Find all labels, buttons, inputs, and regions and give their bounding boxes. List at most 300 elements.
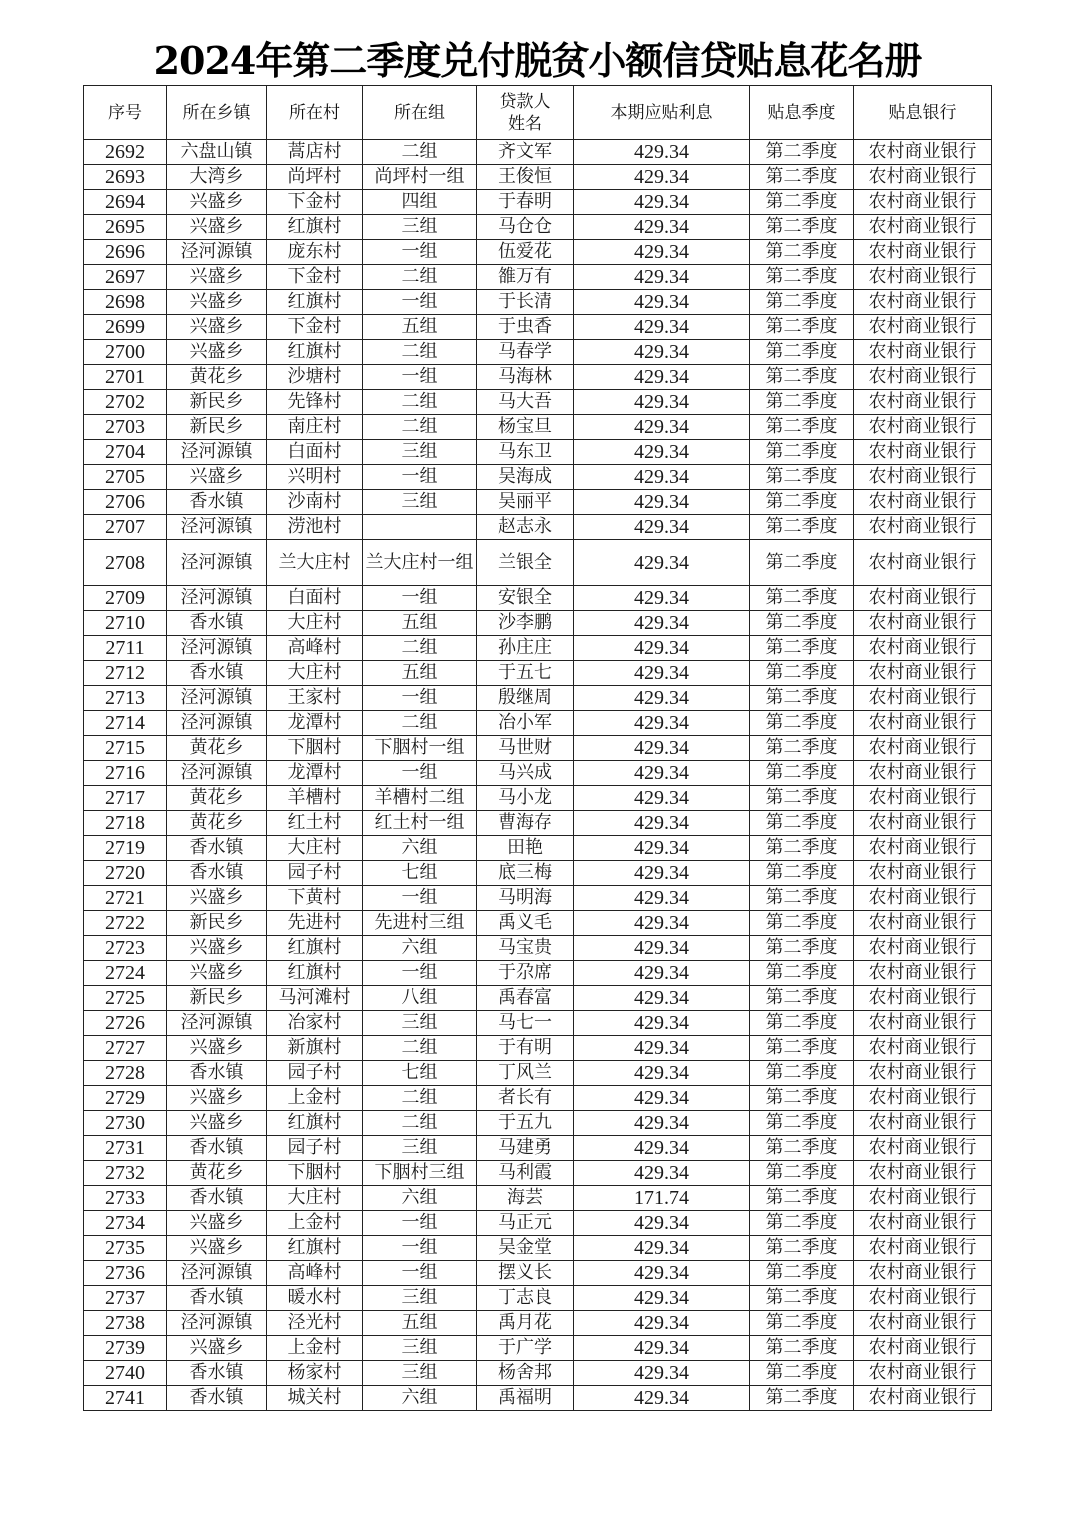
cell-interest-amount: 429.34 <box>574 811 750 836</box>
cell-interest-amount: 429.34 <box>574 1236 750 1261</box>
cell-township: 兴盛乡 <box>167 961 267 986</box>
cell-serial-no: 2714 <box>84 711 167 736</box>
cell-interest-amount: 429.34 <box>574 711 750 736</box>
cell-serial-no: 2733 <box>84 1186 167 1211</box>
cell-serial-no: 2716 <box>84 761 167 786</box>
cell-group: 一组 <box>363 240 477 265</box>
cell-quarter: 第二季度 <box>750 1286 854 1311</box>
table-row <box>84 1111 992 1136</box>
cell-borrower-name: 禹福明 <box>477 1386 574 1411</box>
cell-village: 暖水村 <box>267 1286 363 1311</box>
cell-borrower-name: 吴丽平 <box>477 490 574 515</box>
cell-bank: 农村商业银行 <box>854 240 992 265</box>
cell-village: 尚坪村 <box>267 165 363 190</box>
cell-group: 一组 <box>363 586 477 611</box>
table-row <box>84 736 992 761</box>
cell-quarter: 第二季度 <box>750 811 854 836</box>
cell-borrower-name: 齐文军 <box>477 140 574 165</box>
cell-village: 白面村 <box>267 586 363 611</box>
cell-township: 兴盛乡 <box>167 265 267 290</box>
cell-group: 下胭村三组 <box>363 1161 477 1186</box>
cell-interest-amount: 429.34 <box>574 1336 750 1361</box>
cell-village: 蒿店村 <box>267 140 363 165</box>
cell-borrower-name: 吴金堂 <box>477 1236 574 1261</box>
cell-group: 二组 <box>363 390 477 415</box>
cell-township: 大湾乡 <box>167 165 267 190</box>
cell-borrower-name: 马仓仓 <box>477 215 574 240</box>
cell-serial-no: 2705 <box>84 465 167 490</box>
cell-township: 香水镇 <box>167 1136 267 1161</box>
cell-interest-amount: 429.34 <box>574 465 750 490</box>
cell-quarter: 第二季度 <box>750 1036 854 1061</box>
cell-township: 泾河源镇 <box>167 240 267 265</box>
document-title: 2024年第二季度兑付脱贫小额信贷贴息花名册 <box>153 38 922 83</box>
cell-quarter: 第二季度 <box>750 240 854 265</box>
cell-village: 庞东村 <box>267 240 363 265</box>
cell-group: 三组 <box>363 1286 477 1311</box>
cell-quarter: 第二季度 <box>750 190 854 215</box>
cell-borrower-name: 马世财 <box>477 736 574 761</box>
cell-borrower-name: 底三梅 <box>477 861 574 886</box>
cell-group: 七组 <box>363 1061 477 1086</box>
cell-serial-no: 2707 <box>84 515 167 540</box>
cell-group: 二组 <box>363 415 477 440</box>
cell-township: 兴盛乡 <box>167 190 267 215</box>
cell-quarter: 第二季度 <box>750 736 854 761</box>
cell-borrower-name: 于春明 <box>477 190 574 215</box>
cell-serial-no: 2721 <box>84 886 167 911</box>
cell-bank: 农村商业银行 <box>854 140 992 165</box>
table-row <box>84 490 992 515</box>
table-row <box>84 365 992 390</box>
cell-interest-amount: 429.34 <box>574 1211 750 1236</box>
cell-bank: 农村商业银行 <box>854 1061 992 1086</box>
cell-township: 泾河源镇 <box>167 586 267 611</box>
cell-quarter: 第二季度 <box>750 1161 854 1186</box>
cell-township: 兴盛乡 <box>167 1036 267 1061</box>
cell-village: 马河滩村 <box>267 986 363 1011</box>
cell-village: 大庄村 <box>267 611 363 636</box>
cell-village: 上金村 <box>267 1211 363 1236</box>
cell-serial-no: 2712 <box>84 661 167 686</box>
cell-bank: 农村商业银行 <box>854 515 992 540</box>
cell-serial-no: 2706 <box>84 490 167 515</box>
cell-township: 香水镇 <box>167 1186 267 1211</box>
cell-interest-amount: 429.34 <box>574 340 750 365</box>
cell-bank: 农村商业银行 <box>854 1161 992 1186</box>
table-row <box>84 1186 992 1211</box>
cell-borrower-name: 于尕席 <box>477 961 574 986</box>
cell-bank: 农村商业银行 <box>854 711 992 736</box>
cell-township: 香水镇 <box>167 1286 267 1311</box>
cell-borrower-name: 马海林 <box>477 365 574 390</box>
cell-village: 城关村 <box>267 1386 363 1411</box>
cell-group: 五组 <box>363 1311 477 1336</box>
cell-borrower-name: 伍爱花 <box>477 240 574 265</box>
table-row <box>84 515 992 540</box>
cell-township: 香水镇 <box>167 490 267 515</box>
cell-bank: 农村商业银行 <box>854 886 992 911</box>
cell-interest-amount: 429.34 <box>574 961 750 986</box>
table-row <box>84 415 992 440</box>
cell-township: 兴盛乡 <box>167 215 267 240</box>
cell-interest-amount: 429.34 <box>574 836 750 861</box>
cell-borrower-name: 马兴成 <box>477 761 574 786</box>
cell-interest-amount: 429.34 <box>574 1011 750 1036</box>
header-serial-no: 序号 <box>84 86 167 140</box>
cell-township: 兴盛乡 <box>167 1111 267 1136</box>
cell-quarter: 第二季度 <box>750 490 854 515</box>
cell-village: 先锋村 <box>267 390 363 415</box>
table-row <box>84 1236 992 1261</box>
cell-serial-no: 2731 <box>84 1136 167 1161</box>
cell-serial-no: 2729 <box>84 1086 167 1111</box>
cell-group: 三组 <box>363 215 477 240</box>
cell-serial-no: 2704 <box>84 440 167 465</box>
cell-group: 一组 <box>363 1236 477 1261</box>
cell-interest-amount: 429.34 <box>574 1086 750 1111</box>
cell-group: 二组 <box>363 1111 477 1136</box>
cell-township: 兴盛乡 <box>167 1236 267 1261</box>
cell-township: 黄花乡 <box>167 365 267 390</box>
cell-township: 兴盛乡 <box>167 886 267 911</box>
cell-group: 四组 <box>363 190 477 215</box>
cell-village: 上金村 <box>267 1086 363 1111</box>
cell-bank: 农村商业银行 <box>854 1011 992 1036</box>
cell-group: 二组 <box>363 711 477 736</box>
cell-interest-amount: 171.74 <box>574 1186 750 1211</box>
cell-borrower-name: 马七一 <box>477 1011 574 1036</box>
cell-borrower-name: 马建勇 <box>477 1136 574 1161</box>
cell-group: 三组 <box>363 1136 477 1161</box>
table-row <box>84 215 992 240</box>
table-row <box>84 661 992 686</box>
cell-bank: 农村商业银行 <box>854 490 992 515</box>
cell-group: 先进村三组 <box>363 911 477 936</box>
cell-borrower-name: 者长有 <box>477 1086 574 1111</box>
cell-quarter: 第二季度 <box>750 140 854 165</box>
cell-bank: 农村商业银行 <box>854 290 992 315</box>
cell-borrower-name: 马春学 <box>477 340 574 365</box>
cell-bank: 农村商业银行 <box>854 340 992 365</box>
cell-village: 泾光村 <box>267 1311 363 1336</box>
table-row <box>84 240 992 265</box>
cell-borrower-name: 冶小军 <box>477 711 574 736</box>
cell-township: 兴盛乡 <box>167 340 267 365</box>
cell-serial-no: 2730 <box>84 1111 167 1136</box>
cell-group: 五组 <box>363 611 477 636</box>
cell-quarter: 第二季度 <box>750 1336 854 1361</box>
cell-serial-no: 2726 <box>84 1011 167 1036</box>
cell-township: 六盘山镇 <box>167 140 267 165</box>
cell-serial-no: 2701 <box>84 365 167 390</box>
cell-borrower-name: 丁风兰 <box>477 1061 574 1086</box>
cell-bank: 农村商业银行 <box>854 1186 992 1211</box>
cell-quarter: 第二季度 <box>750 611 854 636</box>
cell-interest-amount: 429.34 <box>574 290 750 315</box>
cell-bank: 农村商业银行 <box>854 1311 992 1336</box>
cell-quarter: 第二季度 <box>750 836 854 861</box>
table-row <box>84 1136 992 1161</box>
cell-group: 六组 <box>363 1186 477 1211</box>
table-row <box>84 1361 992 1386</box>
cell-group: 一组 <box>363 886 477 911</box>
cell-township: 香水镇 <box>167 861 267 886</box>
cell-bank: 农村商业银行 <box>854 1111 992 1136</box>
cell-village: 上金村 <box>267 1336 363 1361</box>
cell-bank: 农村商业银行 <box>854 415 992 440</box>
table-row <box>84 586 992 611</box>
cell-quarter: 第二季度 <box>750 636 854 661</box>
table-row <box>84 886 992 911</box>
cell-bank: 农村商业银行 <box>854 1036 992 1061</box>
cell-serial-no: 2699 <box>84 315 167 340</box>
cell-village: 下金村 <box>267 315 363 340</box>
cell-group: 二组 <box>363 1086 477 1111</box>
cell-serial-no: 2717 <box>84 786 167 811</box>
cell-borrower-name: 马正元 <box>477 1211 574 1236</box>
cell-serial-no: 2709 <box>84 586 167 611</box>
cell-serial-no: 2693 <box>84 165 167 190</box>
cell-serial-no: 2734 <box>84 1211 167 1236</box>
cell-interest-amount: 429.34 <box>574 736 750 761</box>
cell-group: 六组 <box>363 1386 477 1411</box>
cell-quarter: 第二季度 <box>750 1061 854 1086</box>
cell-bank: 农村商业银行 <box>854 440 992 465</box>
cell-township: 兴盛乡 <box>167 1211 267 1236</box>
cell-serial-no: 2713 <box>84 686 167 711</box>
cell-township: 香水镇 <box>167 1386 267 1411</box>
table-header-row <box>84 86 992 140</box>
cell-quarter: 第二季度 <box>750 1011 854 1036</box>
cell-bank: 农村商业银行 <box>854 761 992 786</box>
cell-quarter: 第二季度 <box>750 1111 854 1136</box>
cell-borrower-name: 马大吾 <box>477 390 574 415</box>
header-group: 所在组 <box>363 86 477 140</box>
cell-village: 下胭村 <box>267 736 363 761</box>
cell-village: 园子村 <box>267 861 363 886</box>
cell-bank: 农村商业银行 <box>854 215 992 240</box>
cell-interest-amount: 429.34 <box>574 265 750 290</box>
table-row <box>84 140 992 165</box>
cell-quarter: 第二季度 <box>750 911 854 936</box>
cell-interest-amount: 429.34 <box>574 215 750 240</box>
table-row <box>84 190 992 215</box>
cell-bank: 农村商业银行 <box>854 661 992 686</box>
cell-village: 红旗村 <box>267 961 363 986</box>
table-row <box>84 1311 992 1336</box>
cell-township: 兴盛乡 <box>167 936 267 961</box>
table-row <box>84 1061 992 1086</box>
cell-serial-no: 2722 <box>84 911 167 936</box>
cell-quarter: 第二季度 <box>750 215 854 240</box>
cell-borrower-name: 马明海 <box>477 886 574 911</box>
cell-quarter: 第二季度 <box>750 1086 854 1111</box>
table-row <box>84 1286 992 1311</box>
cell-quarter: 第二季度 <box>750 290 854 315</box>
cell-interest-amount: 429.34 <box>574 586 750 611</box>
cell-village: 龙潭村 <box>267 711 363 736</box>
cell-village: 红旗村 <box>267 215 363 240</box>
table-row <box>84 936 992 961</box>
table-row <box>84 265 992 290</box>
cell-serial-no: 2737 <box>84 1286 167 1311</box>
table-row <box>84 1211 992 1236</box>
cell-borrower-name: 海芸 <box>477 1186 574 1211</box>
cell-township: 泾河源镇 <box>167 1011 267 1036</box>
cell-village: 大庄村 <box>267 836 363 861</box>
cell-village: 羊槽村 <box>267 786 363 811</box>
cell-serial-no: 2698 <box>84 290 167 315</box>
cell-serial-no: 2725 <box>84 986 167 1011</box>
cell-village: 兰大庄村 <box>267 540 363 586</box>
cell-serial-no: 2732 <box>84 1161 167 1186</box>
cell-interest-amount: 429.34 <box>574 315 750 340</box>
cell-group: 三组 <box>363 1336 477 1361</box>
cell-borrower-name: 马东卫 <box>477 440 574 465</box>
cell-township: 新民乡 <box>167 415 267 440</box>
cell-borrower-name: 杨舍邦 <box>477 1361 574 1386</box>
table-row <box>84 390 992 415</box>
cell-township: 泾河源镇 <box>167 440 267 465</box>
cell-bank: 农村商业银行 <box>854 1136 992 1161</box>
cell-village: 龙潭村 <box>267 761 363 786</box>
cell-quarter: 第二季度 <box>750 465 854 490</box>
cell-interest-amount: 429.34 <box>574 1311 750 1336</box>
header-interest-amount: 本期应贴利息 <box>574 86 750 140</box>
cell-interest-amount: 429.34 <box>574 165 750 190</box>
table-row <box>84 465 992 490</box>
cell-group: 七组 <box>363 861 477 886</box>
cell-group: 五组 <box>363 315 477 340</box>
cell-township: 黄花乡 <box>167 1161 267 1186</box>
cell-interest-amount: 429.34 <box>574 936 750 961</box>
cell-village: 大庄村 <box>267 1186 363 1211</box>
cell-group: 一组 <box>363 290 477 315</box>
cell-bank: 农村商业银行 <box>854 686 992 711</box>
cell-quarter: 第二季度 <box>750 986 854 1011</box>
cell-township: 泾河源镇 <box>167 636 267 661</box>
cell-interest-amount: 429.34 <box>574 490 750 515</box>
table-row <box>84 961 992 986</box>
table-row <box>84 440 992 465</box>
cell-group: 三组 <box>363 440 477 465</box>
cell-quarter: 第二季度 <box>750 886 854 911</box>
cell-bank: 农村商业银行 <box>854 736 992 761</box>
cell-village: 红旗村 <box>267 936 363 961</box>
cell-serial-no: 2736 <box>84 1261 167 1286</box>
header-township: 所在乡镇 <box>167 86 267 140</box>
cell-village: 下黄村 <box>267 886 363 911</box>
cell-village: 新旗村 <box>267 1036 363 1061</box>
cell-village: 王家村 <box>267 686 363 711</box>
cell-quarter: 第二季度 <box>750 711 854 736</box>
cell-serial-no: 2735 <box>84 1236 167 1261</box>
table-row <box>84 1161 992 1186</box>
cell-group: 二组 <box>363 636 477 661</box>
cell-quarter: 第二季度 <box>750 440 854 465</box>
cell-interest-amount: 429.34 <box>574 240 750 265</box>
table-row <box>84 911 992 936</box>
cell-serial-no: 2695 <box>84 215 167 240</box>
cell-borrower-name: 曹海存 <box>477 811 574 836</box>
cell-bank: 农村商业银行 <box>854 811 992 836</box>
cell-township: 泾河源镇 <box>167 540 267 586</box>
cell-village: 红旗村 <box>267 1111 363 1136</box>
table-row <box>84 811 992 836</box>
table-row <box>84 761 992 786</box>
cell-group: 一组 <box>363 961 477 986</box>
cell-quarter: 第二季度 <box>750 661 854 686</box>
cell-group: 五组 <box>363 661 477 686</box>
cell-township: 黄花乡 <box>167 811 267 836</box>
cell-quarter: 第二季度 <box>750 1386 854 1411</box>
cell-bank: 农村商业银行 <box>854 611 992 636</box>
cell-serial-no: 2739 <box>84 1336 167 1361</box>
cell-borrower-name: 沙李鹏 <box>477 611 574 636</box>
cell-serial-no: 2696 <box>84 240 167 265</box>
cell-borrower-name: 田艳 <box>477 836 574 861</box>
table-row <box>84 836 992 861</box>
cell-quarter: 第二季度 <box>750 1136 854 1161</box>
table-row <box>84 315 992 340</box>
cell-township: 香水镇 <box>167 1061 267 1086</box>
table-row <box>84 165 992 190</box>
cell-township: 泾河源镇 <box>167 1311 267 1336</box>
cell-township: 香水镇 <box>167 611 267 636</box>
cell-village: 南庄村 <box>267 415 363 440</box>
cell-interest-amount: 429.34 <box>574 1161 750 1186</box>
cell-bank: 农村商业银行 <box>854 1261 992 1286</box>
cell-group: 一组 <box>363 365 477 390</box>
cell-serial-no: 2710 <box>84 611 167 636</box>
cell-quarter: 第二季度 <box>750 340 854 365</box>
table-row <box>84 1086 992 1111</box>
table-row <box>84 1386 992 1411</box>
cell-township: 香水镇 <box>167 661 267 686</box>
cell-serial-no: 2740 <box>84 1361 167 1386</box>
cell-interest-amount: 429.34 <box>574 1361 750 1386</box>
cell-bank: 农村商业银行 <box>854 190 992 215</box>
cell-township: 新民乡 <box>167 911 267 936</box>
cell-serial-no: 2694 <box>84 190 167 215</box>
cell-borrower-name: 杨宝旦 <box>477 415 574 440</box>
cell-village: 兴明村 <box>267 465 363 490</box>
cell-borrower-name: 于五九 <box>477 1111 574 1136</box>
table-row <box>84 1261 992 1286</box>
cell-group: 一组 <box>363 761 477 786</box>
table-row <box>84 636 992 661</box>
cell-quarter: 第二季度 <box>750 1311 854 1336</box>
table-row <box>84 1036 992 1061</box>
cell-borrower-name: 马利霞 <box>477 1161 574 1186</box>
cell-bank: 农村商业银行 <box>854 911 992 936</box>
cell-borrower-name: 于长清 <box>477 290 574 315</box>
cell-group: 兰大庄村一组 <box>363 540 477 586</box>
cell-borrower-name: 禹月花 <box>477 1311 574 1336</box>
table-row <box>84 1011 992 1036</box>
cell-borrower-name: 雒万有 <box>477 265 574 290</box>
cell-interest-amount: 429.34 <box>574 861 750 886</box>
table-row <box>84 340 992 365</box>
cell-serial-no: 2727 <box>84 1036 167 1061</box>
cell-borrower-name: 于广学 <box>477 1336 574 1361</box>
cell-village: 白面村 <box>267 440 363 465</box>
cell-borrower-name: 禹春富 <box>477 986 574 1011</box>
cell-township: 香水镇 <box>167 1361 267 1386</box>
cell-bank: 农村商业银行 <box>854 1086 992 1111</box>
cell-bank: 农村商业银行 <box>854 165 992 190</box>
